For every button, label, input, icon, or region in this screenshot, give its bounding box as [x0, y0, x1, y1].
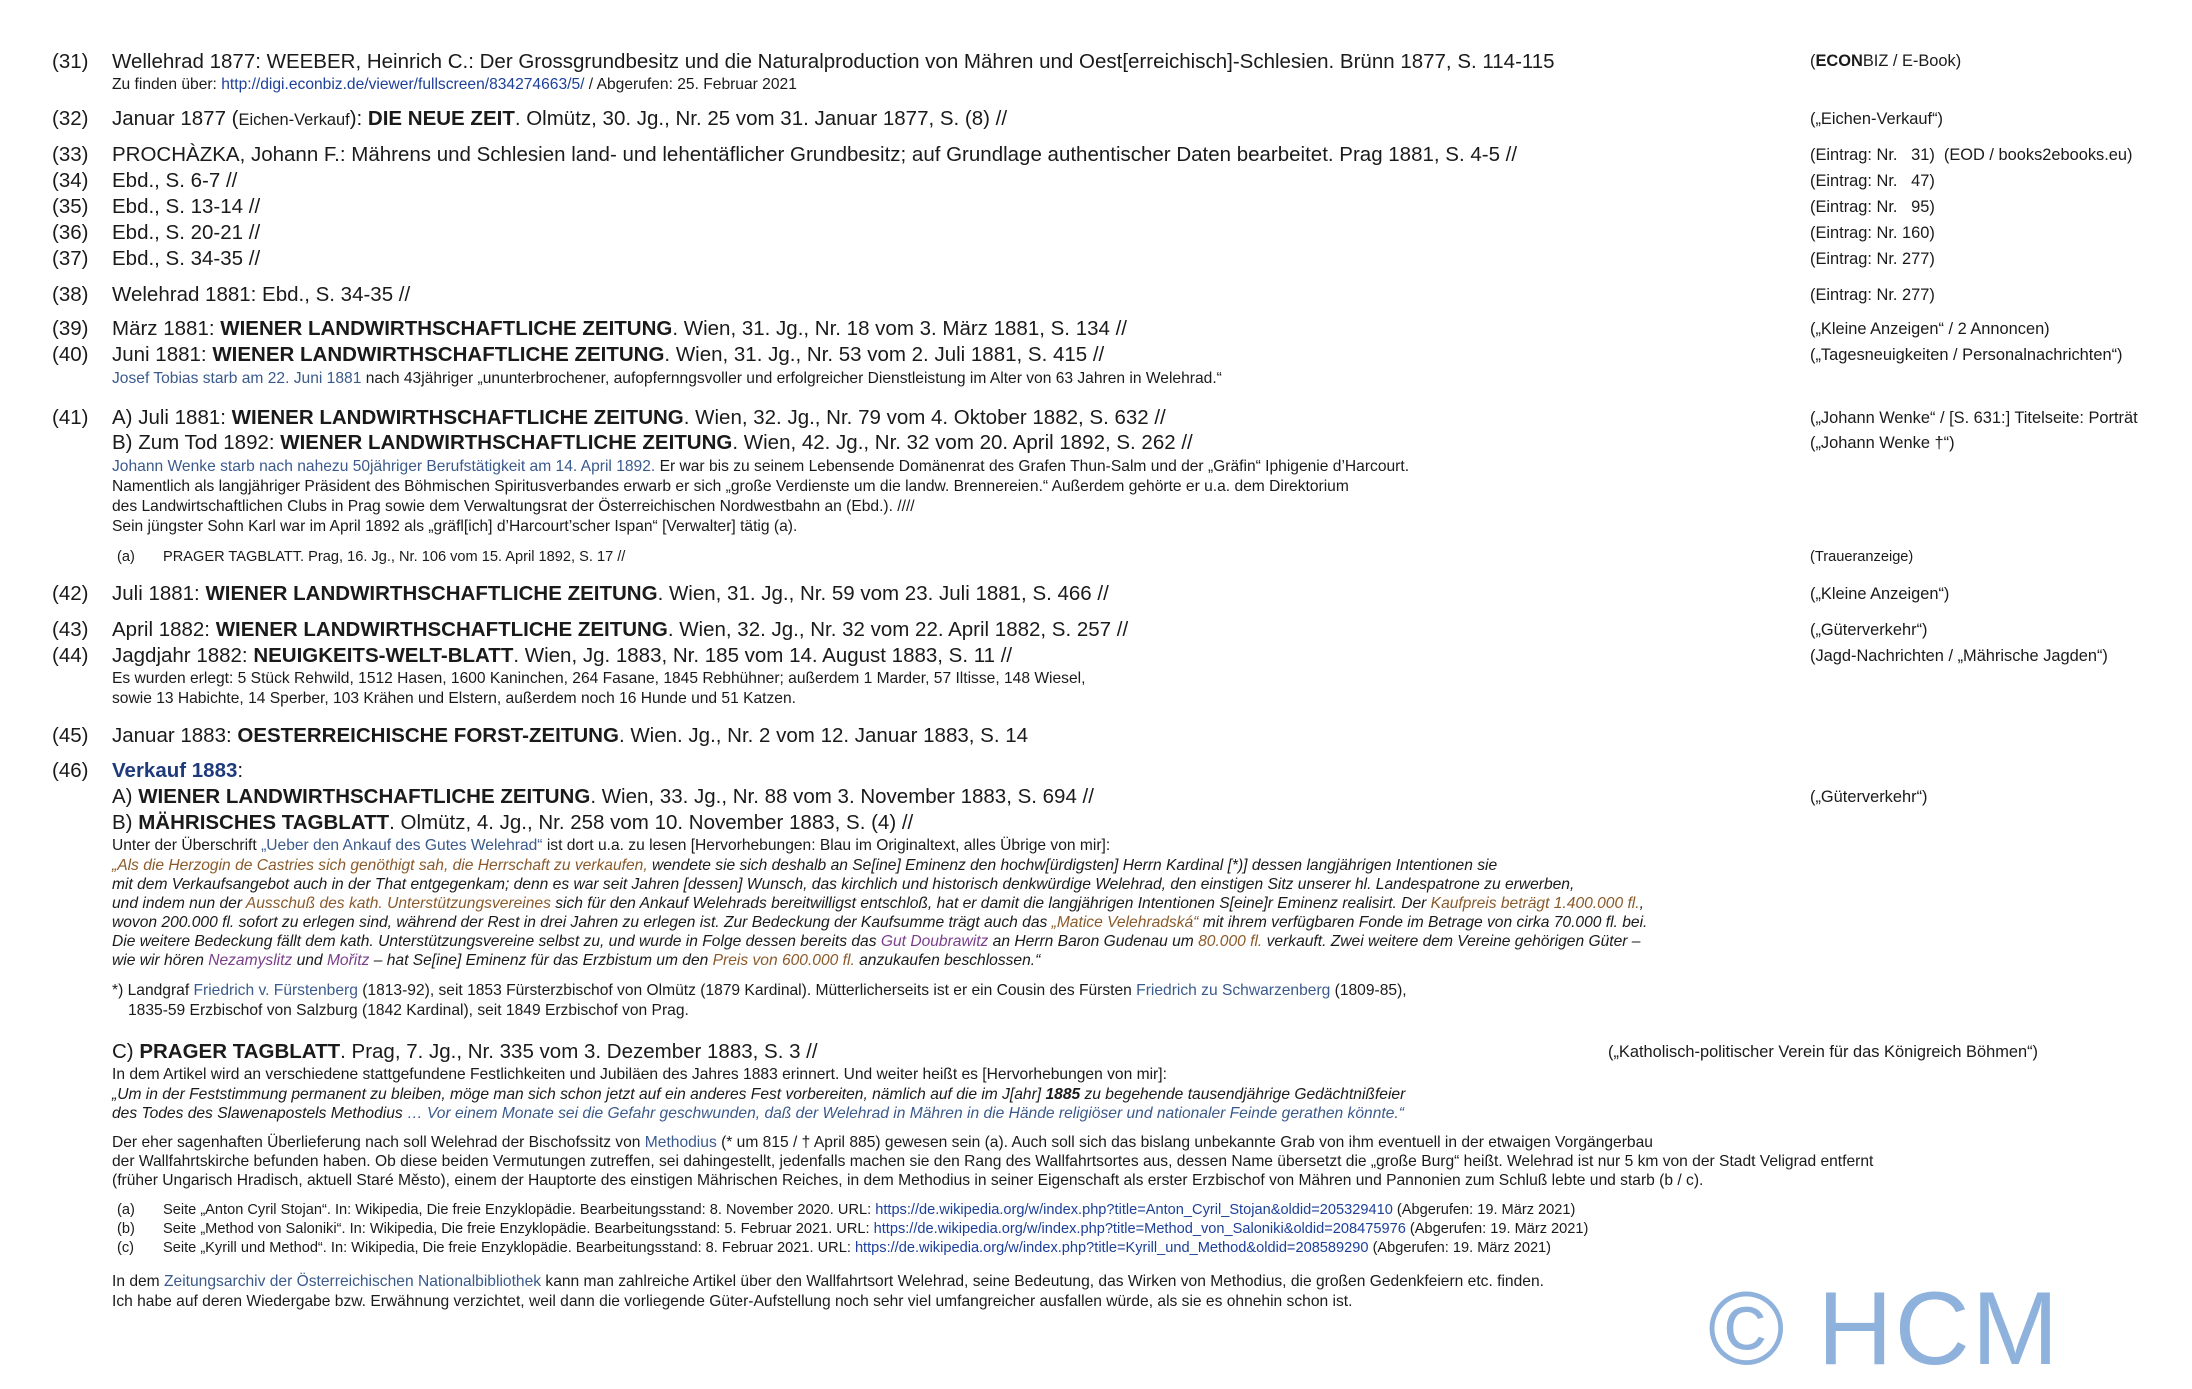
- text: Die weitere Bedeckung fällt dem kath. Unterstützungsvereine selbst zu, und wurde in Folge dessen bereits das: [112, 933, 881, 950]
- entry-31-citation: Wellehrad 1877: WEEBER, Heinrich C.: Der Grossgrundbesitz und die Naturalproduction von Mähren und Oest[erreichisch]-Schlesien. Brünn 1877, S. 114-115: [112, 50, 1555, 73]
- footnote-label: (c): [117, 1240, 135, 1256]
- note-highlight: Josef Tobias starb am 22. Juni 1881: [112, 370, 362, 387]
- quote-line: mit dem Verkaufsangebot auch in der That entgegenkam; denn es war seit Jahren [dessen] Wunsch, das kirchlich und historisch denkwürdige Welehrad, den einstigen Sitz unserer hl. Landespatrone zu erwerben,: [112, 876, 1575, 893]
- text: . Wien, 42. Jg., Nr. 32 vom 20. April 1892, S. 262 //: [732, 431, 1193, 454]
- entry-41-note-1: [112, 458, 1409, 476]
- quote-line: [112, 952, 1040, 970]
- footnote-c: [163, 1240, 1551, 1256]
- text: „Um in der Feststimmung permanent zu bleiben, möge man sich schon jetzt auf ein anderes Fest vorbereiten, nämlich auf die im J[ahr]: [112, 1086, 1046, 1103]
- text: . Olmütz, 30. Jg., Nr. 25 vom 31. Januar 1877, S. (8) //: [514, 107, 1008, 130]
- archive-name: Zeitungsarchiv der Österreichischen Nationalbibliothek: [164, 1273, 542, 1290]
- entry-41-note-3: des Landwirtschaftlichen Clubs in Prag sowie dem Verwaltungsrat der Österreichischen Nordwestbahn an (Ebd.). ////: [112, 498, 915, 515]
- entry-number: (42): [52, 582, 89, 605]
- newspaper-title: PRAGER TAGBLATT: [139, 1040, 341, 1063]
- text: (* um 815 / † April 885) gewesen sein (a). Auch soll sich das bislang unbekannte Grab von ihm eventuell in der etwaigen Vorgängerbau: [716, 1134, 1653, 1151]
- entry-33-citation: PROCHÀZKA, Johann F.: Mährens und Schlesien land- und lehentäflicher Grundbesitz; auf Grundlage authentischer Daten bearbeitet. Prag 1881, S. 4-5 //: [112, 143, 1518, 166]
- quote-line: [112, 914, 1647, 932]
- entry-38-citation: Welehrad 1881: Ebd., S. 34-35 //: [112, 283, 411, 306]
- econ-bold: ECON: [1815, 52, 1863, 70]
- text: . Wien, Jg. 1883, Nr. 185 vom 14. August 1883, S. 11 //: [513, 644, 1013, 667]
- entry-number: (41): [52, 406, 89, 429]
- entry-number: (40): [52, 343, 89, 366]
- text: Der eher sagenhaften Überlieferung nach soll Welehrad der Bischofssitz von: [112, 1134, 645, 1151]
- quote-highlight: Nezamyslitz: [208, 952, 293, 969]
- text: Seite „Kyrill und Method“. In: Wikipedia, Die freie Enzyklopädie. Bearbeitungsstand: 8. Februar 2021. URL:: [163, 1240, 855, 1256]
- entry-31-find: [112, 76, 797, 94]
- entry-number: (36): [52, 221, 89, 244]
- quote-highlight: Gut Doubrawitz: [880, 933, 989, 950]
- footnote-star: [112, 982, 1407, 1000]
- entry-46b-citation: [112, 811, 913, 835]
- entry-45-citation: [112, 724, 1028, 748]
- text: zu begehende tausendjährige Gedächtnißfeier: [1080, 1086, 1406, 1103]
- para-line: [112, 1134, 1653, 1152]
- text: wovon 200.000 fl. sofort zu erlegen sind, während der Rest in drei Jahren zu erlegen ist. Zur Bedeckung der Kaufsumme trägt auch das: [112, 914, 1052, 931]
- text: an Herrn Baron Gudenau um: [988, 933, 1199, 950]
- entry-number: (31): [52, 50, 89, 73]
- text: anzukaufen beschlossen.“: [854, 952, 1041, 969]
- text: ):: [349, 107, 368, 130]
- entry-46a-citation: [112, 785, 1094, 809]
- text: sich für den Ankauf Welehrads bereitwilligst entschloß, hat er damit die langjährigen Intentionen S[eine]r Eminenz realisirt. Der: [550, 895, 1431, 912]
- quote-line: [112, 1086, 1405, 1104]
- entry-35-citation: Ebd., S. 13-14 //: [112, 195, 261, 218]
- text: . Wien, 31. Jg., Nr. 18 vom 3. März 1881, S. 134 //: [672, 317, 1127, 340]
- closing-note-2: Ich habe auf deren Wiedergabe bzw. Erwähnung verzichtet, weil dann die vorliegende Güter-Aufstellung noch sehr viel umfangreicher ausfallen würde, als sie es ohnehin schon ist.: [112, 1293, 1353, 1310]
- entry-41a-source: („Johann Wenke“ / [S. 631:] Titelseite: Porträt: [1810, 409, 2138, 427]
- paren: (: [1810, 52, 1816, 70]
- text: B): [112, 811, 139, 834]
- footnote-text: PRAGER TAGBLATT. Prag, 16. Jg., Nr. 106 vom 15. April 1892, S. 17 //: [163, 549, 626, 565]
- text: April 1882:: [112, 618, 216, 641]
- wikipedia-link[interactable]: https://de.wikipedia.org/w/index.php?title=Kyrill_und_Method&oldid=208589290: [854, 1240, 1369, 1256]
- newspaper-title: NEUIGKEITS-WELT-BLATT: [253, 644, 514, 667]
- econbiz-link[interactable]: http://digi.econbiz.de/viewer/fullscreen/834274663/5/: [221, 76, 585, 93]
- entry-number: (32): [52, 107, 89, 130]
- find-label: Zu finden über:: [112, 76, 222, 93]
- text-small: Eichen-Verkauf: [238, 111, 350, 129]
- entry-number: (37): [52, 247, 89, 270]
- entry-34-source: (Eintrag: Nr. 47): [1810, 172, 1935, 190]
- text: A) Juli 1881:: [112, 406, 232, 429]
- text: und: [292, 952, 327, 969]
- text: . Wien. Jg., Nr. 2 vom 12. Januar 1883, S. 14: [618, 724, 1029, 747]
- person-name: Friedrich zu Schwarzenberg: [1136, 982, 1331, 999]
- quote-highlight: Preis von 600.000 fl.: [712, 952, 855, 969]
- newspaper-title: WIENER LANDWIRTHSCHAFTLICHE ZEITUNG: [280, 431, 733, 454]
- entry-41b-citation: [112, 431, 1193, 455]
- text: . Wien, 32. Jg., Nr. 79 vom 4. Oktober 1882, S. 632 //: [683, 406, 1166, 429]
- newspaper-title: WIENER LANDWIRTHSCHAFTLICHE ZEITUNG: [205, 582, 658, 605]
- entry-46a-source: („Güterverkehr“): [1810, 788, 1928, 806]
- note-text: nach 43jähriger „ununterbrochener, aufopfernngsvoller und erfolgreicher Dienstleistung im Alter von 63 Jahren in Welehrad.“: [361, 370, 1222, 387]
- entry-41-note-2: Namentlich als langjähriger Präsident des Böhmischen Spiritusverbandes erwarb er sich „große Verdienste um die landw. Brennereien.“ Außerdem gehörte er u.a. dem Direktorium: [112, 478, 1349, 495]
- text: Unter der Überschrift: [112, 837, 262, 854]
- text: Jagdjahr 1882:: [112, 644, 254, 667]
- text: kann man zahlreiche Artikel über den Wallfahrtsort Welehrad, seine Bedeutung, das Wirken von Methodius, die großen Gedenkfeiern etc. finden.: [541, 1273, 1544, 1290]
- econ-rest: BIZ / E-Book): [1862, 52, 1962, 70]
- entry-44-citation: [112, 644, 1012, 668]
- text: – hat Se[ine] Eminenz für das Erzbistum um den: [369, 952, 713, 969]
- newspaper-title: WIENER LANDWIRTHSCHAFTLICHE ZEITUNG: [220, 317, 673, 340]
- text: (Abgerufen: 19. März 2021): [1405, 1221, 1589, 1237]
- text: *) Landgraf: [112, 982, 194, 999]
- entry-35-source: (Eintrag: Nr. 95): [1810, 198, 1935, 216]
- footnote-label: (a): [117, 1202, 135, 1218]
- person-name: Friedrich v. Fürstenberg: [193, 982, 358, 999]
- entry-number: (44): [52, 644, 89, 667]
- entry-44-source: (Jagd-Nachrichten / „Mährische Jagden“): [1810, 647, 2108, 665]
- text: und indem nun der: [112, 895, 246, 912]
- text: In dem: [112, 1273, 165, 1290]
- entry-44-note-2: sowie 13 Habichte, 14 Sperber, 103 Krähen und Elstern, außerdem noch 16 Hunde und 51 Katzen.: [112, 690, 796, 707]
- entry-32-citation: [112, 107, 1007, 131]
- text: B) Zum Tod 1892:: [112, 431, 281, 454]
- text: mit ihrem verfügbaren Fonde im Betrage von cirka 70.000 fl. bei.: [1198, 914, 1648, 931]
- newspaper-title: WIENER LANDWIRTHSCHAFTLICHE ZEITUNG: [231, 406, 684, 429]
- entry-42-source: („Kleine Anzeigen“): [1810, 585, 1950, 603]
- text: . Wien, 31. Jg., Nr. 53 vom 2. Juli 1881, S. 415 //: [664, 343, 1105, 366]
- entry-39-citation: [112, 317, 1127, 341]
- text: Januar 1877 (: [112, 107, 239, 130]
- person-name: Methodius: [644, 1134, 717, 1151]
- quote-line: [112, 933, 1640, 951]
- section-heading: Verkauf 1883: [112, 759, 238, 782]
- entry-43-source: („Güterverkehr“): [1810, 621, 1928, 639]
- text: März 1881:: [112, 317, 221, 340]
- find-tail: / Abgerufen: 25. Februar 2021: [584, 76, 797, 93]
- text: (1813-92), seit 1853 Fürsterzbischof von Olmütz (1879 Kardinal). Mütterlicherseits ist er ein Cousin des Fürsten: [357, 982, 1137, 999]
- entry-37-citation: Ebd., S. 34-35 //: [112, 247, 261, 270]
- quote-highlight: Mořitz: [326, 952, 370, 969]
- newspaper-title: OESTERREICHISCHE FORST-ZEITUNG: [237, 724, 619, 747]
- entry-number: (46): [52, 759, 89, 782]
- text: . Prag, 7. Jg., Nr. 335 vom 3. Dezember 1883, S. 3 //: [340, 1040, 818, 1063]
- entry-number: (34): [52, 169, 89, 192]
- entry-43-citation: [112, 618, 1128, 642]
- entry-39-source: („Kleine Anzeigen“ / 2 Annoncen): [1810, 320, 2050, 338]
- quote-line: [112, 1105, 1404, 1123]
- text: ist dort u.a. zu lesen [Hervorhebungen: Blau im Originaltext, alles Übrige von mir]:: [542, 837, 1111, 854]
- entry-37-source: (Eintrag: Nr. 277): [1810, 250, 1935, 268]
- entry-32-source: („Eichen-Verkauf“): [1810, 110, 1943, 128]
- newspaper-title: WIENER LANDWIRTHSCHAFTLICHE ZEITUNG: [138, 785, 591, 808]
- entry-46c-source: („Katholisch-politischer Verein für das Königreich Böhmen“): [1608, 1043, 2038, 1061]
- entry-40-citation: [112, 343, 1104, 367]
- text: . Olmütz, 4. Jg., Nr. 258 vom 10. November 1883, S. (4) //: [389, 811, 914, 834]
- entry-36-citation: Ebd., S. 20-21 //: [112, 221, 261, 244]
- text: C): [112, 1040, 140, 1063]
- text: Juli 1881:: [112, 582, 206, 605]
- entry-41b-source: („Johann Wenke †“): [1810, 434, 1955, 452]
- entry-41a-citation: [112, 406, 1166, 430]
- entry-41-note-4: Sein jüngster Sohn Karl war im April 1892 als „gräfl[ich] d’Harcourt’scher Ispan“ [Verwalter] tätig (a).: [112, 518, 798, 535]
- entry-46-heading: [112, 759, 243, 783]
- entry-40-note: [112, 370, 1222, 388]
- footnote-star-cont: 1835-59 Erzbischof von Salzburg (1842 Kardinal), seit 1849 Erzbischof von Prag.: [128, 1002, 689, 1019]
- quote-intro: [112, 837, 1110, 855]
- closing-note-1: [112, 1273, 1544, 1291]
- text: verkauft. Zwei weitere dem Vereine gehörigen Güter –: [1262, 933, 1641, 950]
- entry-number: (35): [52, 195, 89, 218]
- quote-highlight: 80.000 fl.: [1198, 933, 1263, 950]
- entry-34-citation: Ebd., S. 6-7 //: [112, 169, 238, 192]
- quote-highlight: Kaufpreis beträgt 1.400.000 fl.: [1430, 895, 1640, 912]
- text: . Wien, 31. Jg., Nr. 59 vom 23. Juli 1881, S. 466 //: [657, 582, 1109, 605]
- article-intro: In dem Artikel wird an verschiedene stattgefundene Festlichkeiten und Jubiläen des Jahres 1883 erinnert. Und weiter heißt es [Hervorhebungen von mir]:: [112, 1066, 1167, 1083]
- entry-40-source: („Tagesneuigkeiten / Personalnachrichten“): [1810, 346, 2123, 364]
- text: . Wien, 33. Jg., Nr. 88 vom 3. November 1883, S. 694 //: [590, 785, 1094, 808]
- entry-38-source: (Eintrag: Nr. 277): [1810, 286, 1935, 304]
- text: ,: [1639, 895, 1644, 912]
- article-title: „Ueber den Ankauf des Gutes Welehrad“: [261, 837, 543, 854]
- text: A): [112, 785, 139, 808]
- entry-44-note-1: Es wurden erlegt: 5 Stück Rehwild, 1512 Hasen, 1600 Kaninchen, 264 Fasane, 1845 Rebhühner; außerdem 1 Marder, 57 Iltisse, 148 Wiesel,: [112, 670, 1086, 687]
- text: (Abgerufen: 19. März 2021): [1368, 1240, 1552, 1256]
- year-bold: 1885: [1045, 1086, 1081, 1103]
- quote-line: [112, 857, 1497, 875]
- text: Seite „Method von Saloniki“. In: Wikipedia, Die freie Enzyklopädie. Bearbeitungsstand: 5. Februar 2021. URL:: [163, 1221, 874, 1237]
- footnote-label: (a): [117, 549, 135, 565]
- quote-highlight: „Als die Herzogin de Castries sich genöthigt sah, die Herrschaft zu verkaufen,: [112, 857, 648, 874]
- entry-31-source: [1810, 52, 1961, 71]
- text: . Wien, 32. Jg., Nr. 32 vom 22. April 1882, S. 257 //: [667, 618, 1129, 641]
- newspaper-title: WIENER LANDWIRTHSCHAFTLICHE ZEITUNG: [212, 343, 665, 366]
- note-text: Er war bis zu seinem Lebensende Domänenrat des Grafen Thun-Salm und der „Gräfin“ Iphigenie d’Harcourt.: [655, 458, 1410, 475]
- footnote-source: (Traueranzeige): [1810, 549, 1914, 565]
- para-line: (früher Ungarisch Hradisch, aktuell Staré Město), einem der Hauptorte des einstigen Mährischen Reiches, in dem Methodius in seiner Eigenschaft als erster Erzbischof von Mähren und Pannonien zum Schluß lebte und starb (b / c).: [112, 1172, 1704, 1189]
- newspaper-title: WIENER LANDWIRTHSCHAFTLICHE ZEITUNG: [215, 618, 668, 641]
- entry-number: (39): [52, 317, 89, 340]
- entry-33-source: (Eintrag: Nr. 31) (EOD / books2ebooks.eu): [1810, 146, 2133, 164]
- entry-46c-citation: [112, 1040, 818, 1064]
- entry-number: (38): [52, 283, 89, 306]
- text: Seite „Anton Cyril Stojan“. In: Wikipedia, Die freie Enzyklopädie. Bearbeitungsstand: 8. November 2020. URL:: [163, 1202, 876, 1218]
- para-line: der Wallfahrtskirche befunden haben. Ob diese beiden Vermutungen zutreffen, sei dahingestellt, jedenfalls machen sie den Rang des Wallfahrtsortes aus, dessen Name übersetzt die „große Burg“ heißt. Welehrad ist nur 5 km von der Stadt Veligrad entfernt: [112, 1153, 1874, 1170]
- text: Juni 1881:: [112, 343, 213, 366]
- text: (1809-85),: [1330, 982, 1407, 999]
- entry-number: (45): [52, 724, 89, 747]
- footnote-b: [163, 1221, 1588, 1237]
- quote-highlight: … Vor einem Monate sei die Gefahr geschwunden, daß der Welehrad in Mähren in die Hände religiöser und nationaler Feinde gerathen könnte.“: [402, 1105, 1404, 1122]
- text: wie wir hören: [112, 952, 209, 969]
- wikipedia-link[interactable]: https://de.wikipedia.org/w/index.php?title=Method_von_Saloniki&oldid=208475976: [873, 1221, 1406, 1237]
- newspaper-title: DIE NEUE ZEIT: [367, 107, 515, 130]
- copyright-watermark: © HCM: [1708, 1271, 2061, 1387]
- entry-36-source: (Eintrag: Nr. 160): [1810, 224, 1935, 242]
- text: des Todes des Slawenapostels Methodius: [112, 1105, 403, 1122]
- quote-highlight: Ausschuß des kath. Unterstützungsvereines: [245, 895, 551, 912]
- text: Januar 1883:: [112, 724, 238, 747]
- newspaper-title: MÄHRISCHES TAGBLATT: [138, 811, 390, 834]
- footnote-a: [163, 1202, 1575, 1218]
- wikipedia-link[interactable]: https://de.wikipedia.org/w/index.php?title=Anton_Cyril_Stojan&oldid=205329410: [875, 1202, 1393, 1218]
- quote-highlight: „Matice Velehradská“: [1051, 914, 1199, 931]
- footnote-label: (b): [117, 1221, 135, 1237]
- text: :: [237, 759, 244, 782]
- note-highlight: Johann Wenke starb nach nahezu 50jähriger Berufstätigkeit am 14. April 1892.: [112, 458, 656, 475]
- entry-number: (33): [52, 143, 89, 166]
- quote-line: [112, 895, 1644, 913]
- entry-number: (43): [52, 618, 89, 641]
- entry-42-citation: [112, 582, 1109, 606]
- text: wendete sie sich deshalb an Se[ine] Eminenz den hochw[ürdigsten] Herrn Kardinal [*)] dessen langjährigen Intentionen sie: [647, 857, 1498, 874]
- text: (Abgerufen: 19. März 2021): [1392, 1202, 1576, 1218]
